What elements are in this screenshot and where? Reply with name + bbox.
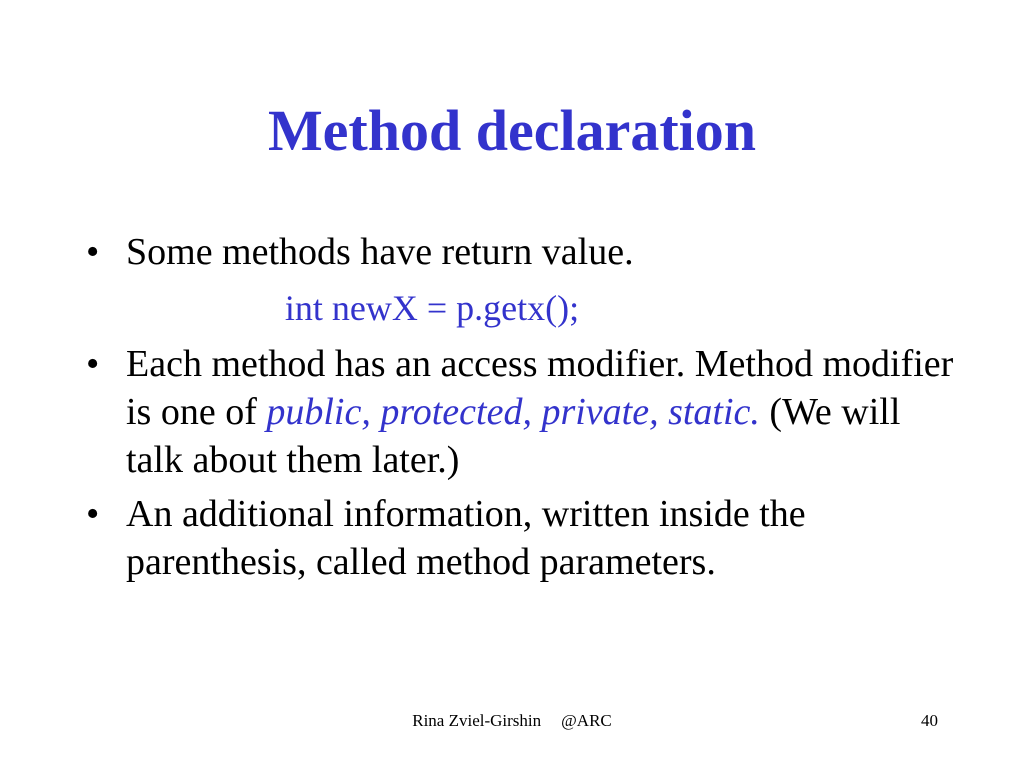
page-number: 40 (921, 711, 938, 730)
bullet-item-access-modifier (86, 340, 956, 484)
slide-title: Method declaration (267, 98, 757, 163)
footer-author: Rina Zviel-Girshin (412, 711, 542, 730)
bullet-marker: • (86, 493, 100, 535)
bullet-item-return-value (86, 228, 956, 276)
footer-credit (0, 711, 1024, 731)
bullet-item-parameters (86, 490, 956, 586)
bullet-marker: • (86, 343, 100, 385)
modifier-keywords: public, protected, private, static. (266, 391, 760, 433)
bullet-text: Some methods have return value. (126, 231, 634, 273)
bullet-marker: • (86, 231, 100, 273)
bullet-text: Each method has an access modifier. Method modifier is one of (126, 343, 954, 433)
code-example: int newX = p.getx(); (284, 288, 580, 328)
bullet-text-suffix: (We will talk about them later.) (126, 391, 901, 481)
bullet-list (86, 228, 956, 592)
footer-org: @ARC (561, 711, 612, 730)
bullet-text: An additional information, written inside the parenthesis, called method parameters. (126, 493, 806, 583)
